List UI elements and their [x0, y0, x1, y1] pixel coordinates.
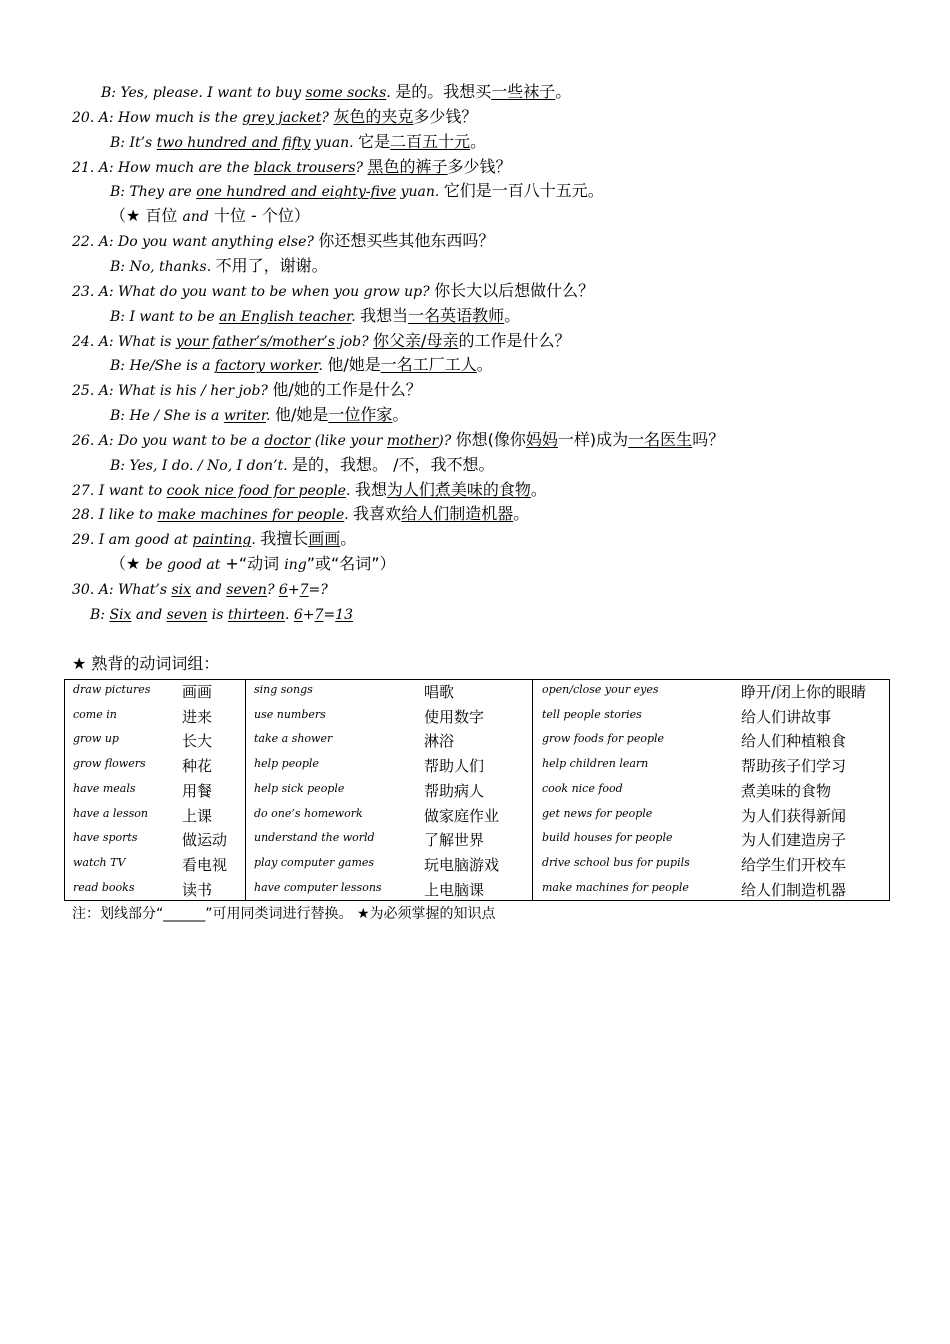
- underlined-text: 一名英语教师: [408, 305, 505, 325]
- underlined-text: 一位作家: [328, 405, 393, 425]
- text-line: [72, 428, 724, 453]
- phrase-chinese: 看电视: [182, 855, 228, 874]
- phrase-row: [65, 804, 245, 829]
- text-segment: B:: [90, 606, 110, 623]
- text-line: [72, 229, 494, 254]
- phrase-chinese: 使用数字: [424, 707, 485, 726]
- text-segment: .: [386, 85, 396, 101]
- text-segment: B: Yes, I do. / No, I don’t.: [110, 457, 292, 474]
- phrase-row: [65, 729, 245, 754]
- phrase-chinese: 用餐: [182, 781, 213, 800]
- phrase-chinese: 为人们获得新闻: [741, 806, 847, 825]
- text-segment: 我想当: [360, 305, 409, 325]
- text-segment: 的工作是什么？: [458, 330, 571, 350]
- phrase-english: draw pictures: [73, 683, 151, 696]
- underlined-text: mother: [386, 432, 439, 449]
- text-line: [110, 552, 396, 577]
- text-segment: 你长大以后想做什么？: [434, 280, 595, 300]
- text-line: [110, 254, 328, 279]
- phrase-row: [246, 779, 533, 804]
- text-segment: ?: [355, 159, 368, 176]
- phrase-row: [65, 828, 245, 853]
- text-segment: .: [344, 507, 354, 524]
- text-segment: 我擅长: [260, 529, 309, 549]
- text-segment: 不用了，谢谢。: [215, 255, 328, 275]
- text-segment: 27. I want to: [72, 482, 167, 499]
- phrase-row: [533, 729, 890, 754]
- text-segment: 23. A: What do you want to be when you grow up?: [72, 283, 435, 300]
- text-segment: 他/她是: [327, 355, 381, 375]
- underlined-text: 7: [299, 582, 309, 598]
- phrase-chinese: 长大: [182, 732, 213, 751]
- phrase-row: [246, 878, 533, 903]
- underlined-text: 一些袜子: [491, 82, 556, 101]
- phrase-chinese: 做家庭作业: [424, 806, 500, 825]
- phrase-english: tell people stories: [542, 707, 642, 721]
- underlined-text: seven: [226, 582, 267, 598]
- phrase-english: understand the world: [254, 831, 375, 845]
- text-line: [110, 179, 604, 204]
- phrase-english: come in: [73, 707, 117, 721]
- phrase-row: [246, 705, 533, 730]
- text-segment: 22. A: Do you want anything else?: [72, 234, 319, 251]
- phrase-row: [533, 754, 890, 779]
- phrase-english: have a lesson: [73, 806, 148, 820]
- underlined-text: 黑色的裤子: [367, 156, 448, 176]
- phrase-english: make machines for people: [542, 880, 689, 894]
- text-segment: 他/她是: [274, 405, 329, 425]
- phrase-row: [246, 729, 533, 754]
- underlined-text: six: [171, 582, 192, 598]
- underlined-text: writer: [223, 408, 267, 425]
- underlined-text: factory worker: [214, 358, 319, 375]
- underlined-text: doctor: [264, 432, 311, 449]
- text-segment: .: [345, 482, 355, 499]
- underlined-text: 一名工厂工人: [380, 355, 477, 375]
- text-segment: （★ 百位: [110, 206, 183, 226]
- phrase-english: cook nice food: [542, 781, 623, 795]
- text-segment: 28. I like to: [72, 507, 158, 524]
- phrase-chinese: 唱歌: [424, 683, 455, 701]
- text-segment: ?: [266, 582, 279, 598]
- phrase-english: take a shower: [254, 732, 333, 746]
- phrase-english: grow flowers: [73, 757, 146, 771]
- phrase-chinese: 进来: [182, 707, 213, 726]
- text-line: [101, 80, 571, 105]
- text-line: [110, 204, 310, 229]
- phrase-chinese: 帮助病人: [424, 781, 485, 800]
- phrase-chinese: 帮助人们: [424, 757, 485, 776]
- text-segment: 30. A: What’s: [72, 582, 172, 598]
- text-segment: 。: [513, 504, 530, 524]
- phrase-chinese: 上电脑课: [424, 880, 485, 899]
- phrase-chinese: 玩电脑游戏: [424, 855, 500, 874]
- underlined-text: one hundred and eighty-five: [196, 184, 397, 201]
- phrase-row: [246, 853, 533, 878]
- text-segment: 20. A: How much is the: [72, 109, 243, 126]
- phrase-chinese: 上课: [182, 806, 213, 825]
- text-segment: job?: [334, 333, 374, 350]
- underlined-text: some socks: [305, 85, 387, 101]
- phrase-chinese: 给人们种植粮食: [741, 732, 847, 751]
- text-segment: B: He/She is a: [110, 358, 215, 375]
- phrase-english: read books: [73, 880, 135, 894]
- text-segment: 十位 - 个位）: [208, 206, 310, 226]
- underlined-text: seven: [166, 606, 208, 623]
- phrase-row: [533, 705, 890, 730]
- phrase-english: grow foods for people: [542, 732, 665, 746]
- text-segment: 26. A: Do you want to be a: [72, 432, 265, 449]
- phrase-row: [65, 680, 245, 705]
- text-line: [110, 130, 486, 155]
- section-title: ★ 熟背的动词词组：: [72, 654, 220, 673]
- underlined-text: an English teacher: [219, 308, 352, 325]
- table-column-2: [245, 680, 533, 900]
- underlined-text: thirteen: [227, 606, 285, 623]
- text-segment: 。: [530, 479, 547, 499]
- phrase-row: [533, 680, 890, 705]
- text-line: [110, 403, 408, 428]
- text-segment: 多少钱？: [447, 156, 512, 176]
- underlined-text: 你父亲/母亲: [373, 330, 459, 350]
- underlined-text: Six: [109, 606, 132, 623]
- underlined-text: cook nice food for people: [166, 482, 346, 499]
- text-segment: 25. A: What is his / her job?: [72, 383, 273, 400]
- text-segment: 。: [555, 82, 572, 101]
- underlined-text: 画画: [308, 529, 341, 549]
- text-segment: +: [287, 582, 300, 598]
- text-segment: +“动词: [220, 554, 285, 574]
- phrase-chinese: 给人们讲故事: [741, 707, 832, 726]
- underlined-text: 二百五十元: [390, 131, 471, 151]
- phrase-english: play computer games: [254, 855, 375, 869]
- text-line: [90, 602, 353, 627]
- text-segment: (like your: [310, 432, 387, 449]
- text-segment: yuan.: [310, 134, 359, 151]
- phrase-english: grow up: [73, 732, 119, 746]
- underlined-text: black trousers: [253, 159, 356, 176]
- text-segment: 是的。我想买: [395, 82, 492, 101]
- text-segment: B: No, thanks.: [110, 258, 216, 275]
- phrase-row: [246, 754, 533, 779]
- text-segment: .: [251, 532, 261, 549]
- text-segment: 是的，我想。 /不，我不想。: [292, 454, 495, 474]
- phrase-english: drive school bus for pupils: [542, 855, 690, 869]
- text-line: [72, 502, 529, 527]
- text-line: [72, 279, 594, 304]
- phrase-row: [246, 680, 533, 705]
- text-segment: and: [191, 582, 227, 598]
- text-segment: 一样)成为: [557, 429, 629, 449]
- phrase-english: help children learn: [542, 757, 649, 771]
- phrase-chinese: 种花: [182, 757, 213, 776]
- underlined-text: painting: [192, 532, 252, 549]
- text-line: [110, 453, 494, 478]
- text-segment: .: [266, 408, 275, 425]
- phrase-chinese: 做运动: [182, 831, 228, 850]
- text-line: [72, 527, 356, 552]
- text-line: [110, 353, 493, 378]
- text-segment: 它是: [358, 131, 391, 151]
- phrase-english: use numbers: [254, 707, 326, 721]
- text-segment: .: [318, 358, 328, 375]
- text-segment: B: It’s: [110, 134, 157, 151]
- text-segment: 我喜欢: [353, 504, 402, 524]
- text-segment: 多少钱？: [413, 106, 478, 126]
- text-segment: 29. I am good at: [72, 532, 193, 549]
- phrase-english: help people: [254, 757, 319, 771]
- text-line: [72, 155, 512, 180]
- underlined-text: 给人们制造机器: [401, 504, 514, 524]
- phrase-chinese: 帮助孩子们学习: [741, 757, 847, 776]
- table-column-1: [65, 680, 245, 900]
- phrase-row: [246, 828, 533, 853]
- text-segment: and: [131, 606, 167, 623]
- underlined-text: your father’s/mother’s: [175, 333, 335, 350]
- phrase-english: have sports: [73, 831, 138, 845]
- phrase-row: [65, 705, 245, 730]
- footnote: 注：划线部分“______”可用同类词进行替换。 ★为必须掌握的知识点: [72, 906, 496, 922]
- text-segment: B: I want to be: [110, 308, 220, 325]
- phrase-english: have meals: [73, 781, 136, 795]
- text-segment: )?: [438, 432, 456, 449]
- text-segment: 24. A: What is: [72, 333, 176, 350]
- text-line: [72, 577, 328, 602]
- underlined-text: 为人们煮美味的食物: [386, 479, 531, 499]
- underlined-text: two hundred and fifty: [156, 134, 311, 151]
- phrase-row: [533, 804, 890, 829]
- text-segment: be good at: [145, 557, 221, 574]
- underlined-text: 6: [278, 582, 288, 598]
- text-segment: 。: [340, 529, 357, 549]
- phrase-english: get news for people: [542, 806, 653, 820]
- phrase-row: [246, 804, 533, 829]
- text-segment: B: He / She is a: [110, 408, 224, 425]
- text-segment: 21. A: How much are the: [72, 159, 254, 176]
- phrase-row: [65, 853, 245, 878]
- underlined-text: make machines for people: [157, 507, 345, 524]
- text-line: [72, 378, 422, 403]
- phrase-english: help sick people: [254, 781, 345, 795]
- phrase-chinese: 淋浴: [424, 732, 455, 751]
- text-segment: is: [207, 606, 228, 623]
- phrase-english: do one’s homework: [254, 806, 363, 820]
- text-segment: .: [284, 606, 294, 623]
- text-segment: 。: [392, 405, 409, 425]
- phrase-chinese: 煮美味的食物: [741, 781, 832, 800]
- text-segment: =: [323, 606, 336, 623]
- text-segment: B: Yes, please. I want to buy: [101, 85, 306, 101]
- underlined-text: 6: [293, 606, 303, 623]
- text-segment: 它们是一百八十五元。: [443, 181, 604, 201]
- text-line: [72, 105, 477, 130]
- text-segment: .: [351, 308, 361, 325]
- phrase-row: [533, 878, 890, 903]
- phrase-row: [533, 853, 890, 878]
- text-segment: 。: [476, 355, 493, 375]
- underlined-text: 7: [314, 606, 324, 623]
- text-line: [110, 304, 520, 329]
- text-segment: B: They are: [110, 184, 197, 201]
- phrase-row: [65, 754, 245, 779]
- underlined-text: grey jacket: [242, 109, 322, 126]
- phrase-row: [533, 828, 890, 853]
- phrase-english: have computer lessons: [254, 880, 382, 894]
- text-segment: =?: [308, 582, 328, 598]
- phrase-english: open/close your eyes: [542, 683, 659, 696]
- phrase-english: watch TV: [73, 855, 126, 869]
- underlined-text: 13: [335, 606, 353, 623]
- text-segment: 你想(像你: [455, 429, 526, 449]
- text-segment: 你还想买些其他东西吗？: [318, 231, 495, 251]
- phrase-row: [65, 878, 245, 903]
- phrase-chinese: 为人们建造房子: [741, 831, 847, 850]
- text-segment: 。: [504, 305, 521, 325]
- underlined-text: 一名医生: [628, 429, 693, 449]
- text-segment: （★: [110, 554, 146, 574]
- phrase-english: build houses for people: [542, 831, 673, 845]
- text-segment: 他/她的工作是什么？: [272, 380, 422, 400]
- underlined-text: 灰色的夹克: [333, 106, 414, 126]
- text-segment: 吗？: [692, 429, 725, 449]
- phrase-english: sing songs: [254, 683, 313, 696]
- phrase-chinese: 睁开/闭上你的眼睛: [741, 683, 867, 701]
- text-segment: yuan.: [396, 184, 444, 201]
- text-segment: +: [302, 606, 315, 623]
- text-segment: 我想: [354, 479, 387, 499]
- text-line: [72, 478, 547, 503]
- phrase-chinese: 给学生们开校车: [741, 855, 847, 874]
- verb-phrase-table: [64, 679, 890, 901]
- phrase-chinese: 画画: [182, 683, 213, 701]
- text-segment: and: [182, 209, 209, 226]
- underlined-text: 妈妈: [525, 429, 558, 449]
- text-segment: ing: [284, 557, 307, 574]
- table-column-3: [532, 680, 890, 900]
- text-line: [72, 329, 570, 354]
- phrase-row: [65, 779, 245, 804]
- text-segment: ”或“名词”）: [306, 554, 396, 574]
- phrase-chinese: 给人们制造机器: [741, 880, 847, 899]
- phrase-chinese: 了解世界: [424, 831, 485, 850]
- phrase-row: [533, 779, 890, 804]
- phrase-chinese: 读书: [182, 880, 213, 899]
- text-segment: 。: [470, 131, 487, 151]
- text-segment: ?: [321, 109, 334, 126]
